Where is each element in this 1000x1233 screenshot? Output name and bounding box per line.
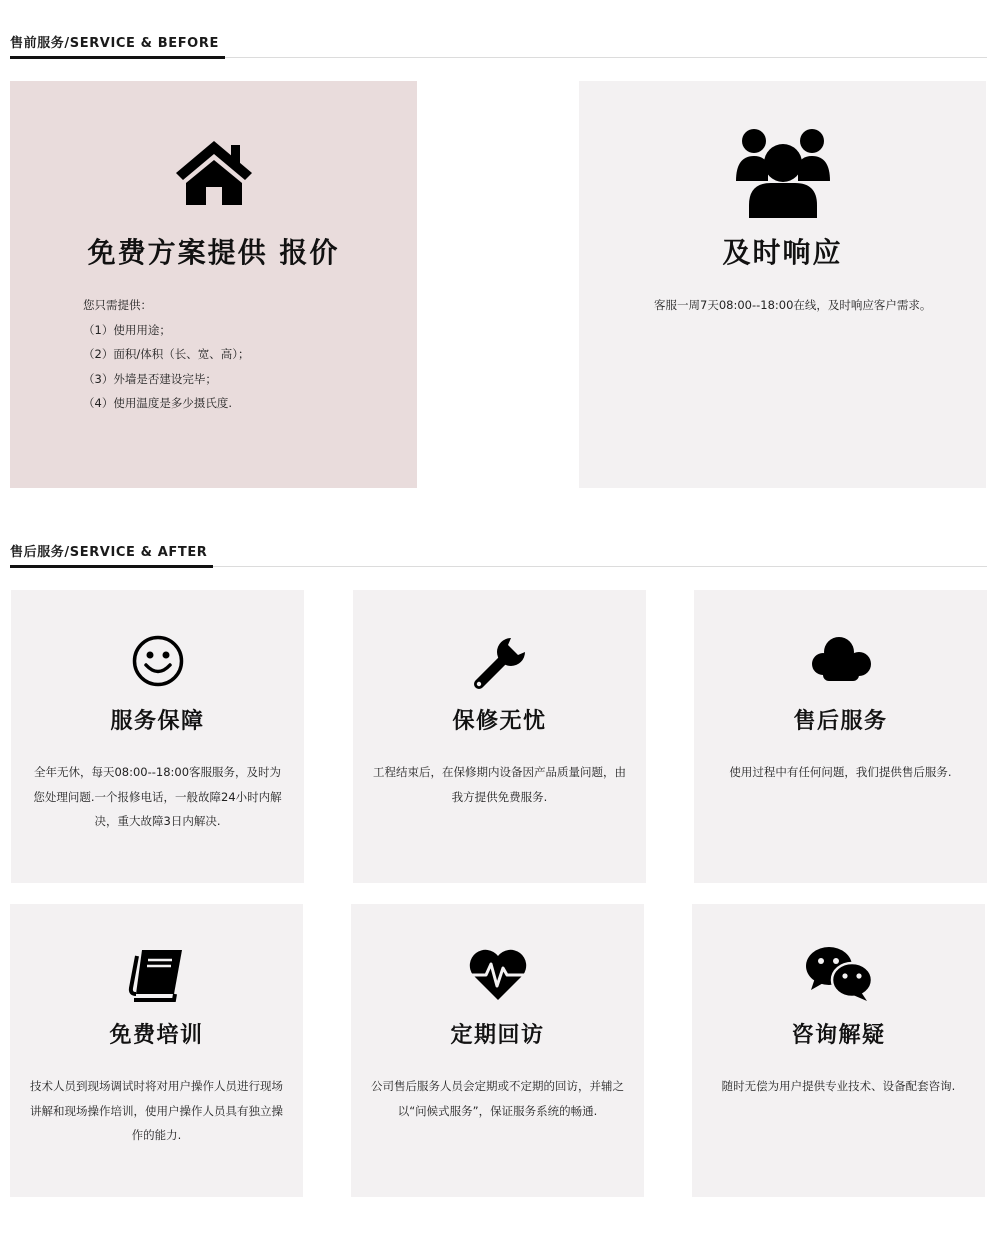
card-consulting [692,904,985,1197]
card-title: 保修无忧 [452,709,547,734]
section-header-before [10,30,987,58]
card-description: 工程结束后，在保修期内设备因产品质量问题，由我方提供免费服务. [373,765,626,804]
card-title: 咨询解疑 [791,1023,886,1048]
cloud-icon [809,634,873,682]
requirement-line: （1）使用用途； [83,322,171,337]
card-description: 全年无休，每天08:00--18:00客服服务，及时为您处理问题.一个报修电话，一般故障24小时内解决，重大故障3日内解决. [33,765,282,828]
requirement-line: 您只需提供： [83,298,152,312]
card-regular-visit [351,904,644,1197]
section-title-before: 售前服务/SERVICE & BEFORE [10,33,225,59]
card-title: 免费方案提供 报价 [87,236,340,269]
book-icon [128,948,186,1002]
card-timely-response [579,81,986,488]
card-warranty [353,590,646,883]
card-description: 使用过程中有任何问题，我们提供售后服务. [729,765,952,779]
wechat-chat-icon [805,946,873,1002]
card-title: 及时响应 [722,236,843,269]
card-description: 客服一周7天08:00--18:00在线，及时响应客户需求。 [654,298,932,312]
card-title: 定期回访 [450,1023,545,1048]
requirements-list [83,293,249,416]
section-header-after [10,539,987,567]
requirement-line: （3）外墙是否建设完毕； [83,371,217,386]
requirement-line: （4）使用温度是多少摄氏度. [83,396,232,410]
card-free-training [10,904,303,1197]
house-icon [174,139,254,207]
card-free-plan [10,81,417,488]
card-description: 公司售后服务人员会定期或不定期的回访，并辅之以“问候式服务”，保证服务系统的畅通. [371,1079,624,1118]
card-after-sales [694,590,987,883]
requirement-line: （2）面积/体积（长、宽、高）； [83,347,250,361]
wrench-icon [471,634,529,692]
card-title: 售后服务 [793,709,888,734]
card-service-guarantee [11,590,304,883]
card-description: 随时无偿为用户提供专业技术、设备配套咨询. [721,1079,956,1093]
card-title: 服务保障 [110,709,205,734]
people-group-icon [735,127,831,219]
heart-pulse-icon [467,948,529,1002]
card-description: 技术人员到现场调试时将对用户操作人员进行现场讲解和现场操作培训，使用户操作人员具有独立操作的能力. [30,1079,283,1142]
card-title: 免费培训 [109,1023,204,1048]
section-title-after: 售后服务/SERVICE & AFTER [10,542,213,568]
smiley-face-icon [131,634,185,688]
